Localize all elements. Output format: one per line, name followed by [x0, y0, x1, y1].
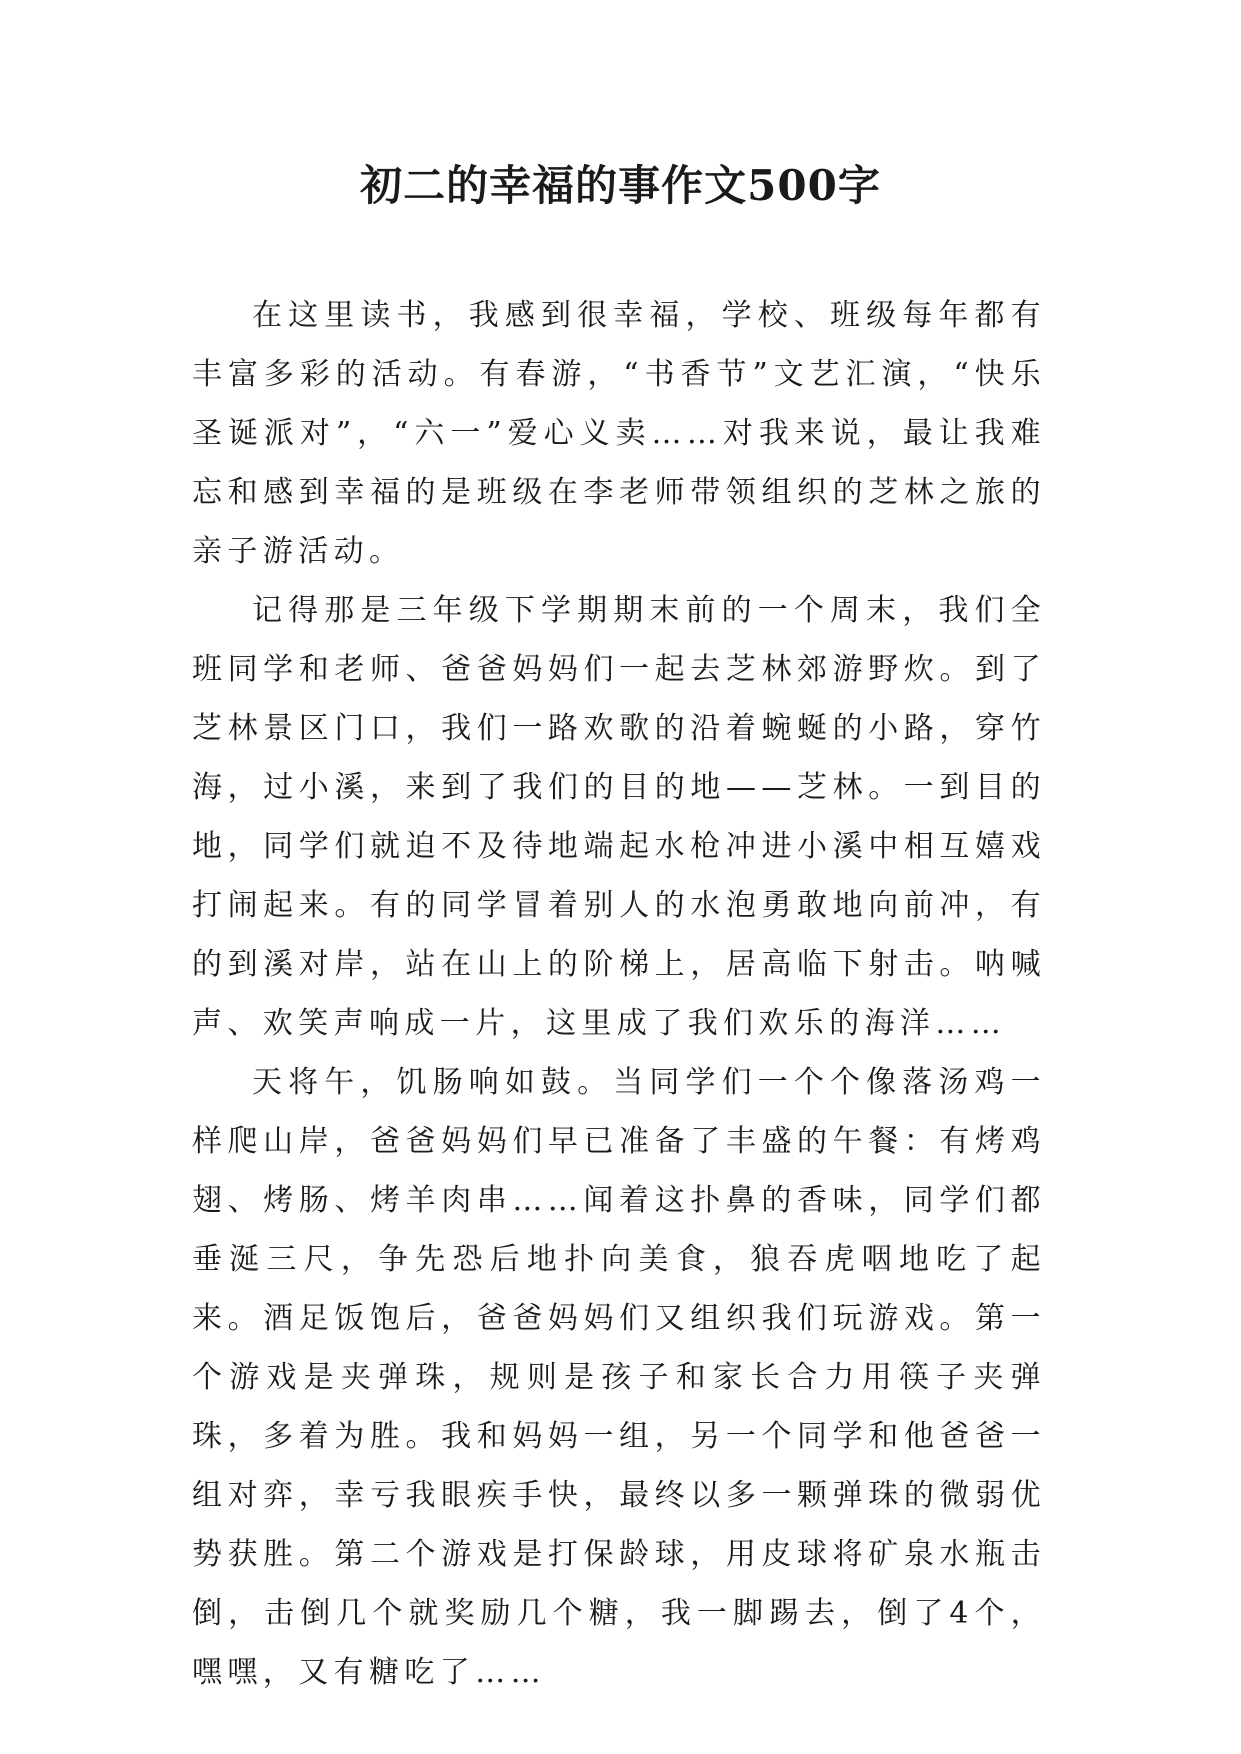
paragraph-3: 天将午，饥肠响如鼓。当同学们一个个像落汤鸡一样爬山岸，爸爸妈妈们早已准备了丰盛的午餐：有烤鸡翅、烤肠、烤羊肉串……闻着这扑鼻的香味，同学们都垂涎三尺，争先恐后地扑向美食，狼吞虎咽地吃了起来。酒足饭饱后，爸爸妈妈们又组织我们玩游戏。第一个游戏是夹弹珠，规则是孩子和家长合力用筷子夹弹珠，多着为胜。我和妈妈一组，另一个同学和他爸爸一组对弈，幸亏我眼疾手快，最终以多一颗弹珠的微弱优势获胜。第二个游戏是打保龄球，用皮球将矿泉水瓶击倒，击倒几个就奖励几个糖，我一脚踢去，倒了4个，嘿嘿，又有糖吃了……	[192, 1065, 1046, 1690]
paragraph-2: 记得那是三年级下学期期末前的一个周末，我们全班同学和老师、爸爸妈妈们一起去芝林郊游野炊。到了芝林景区门口，我们一路欢歌的沿着蜿蜒的小路，穿竹海，过小溪，来到了我们的目的地——芝林。一到目的地，同学们就迫不及待地端起水枪冲进小溪中相互嬉戏打闹起来。有的同学冒着别人的水泡勇敢地向前冲，有的到溪对岸，站在山上的阶梯上，居高临下射击。呐喊声、欢笑声响成一片，这里成了我们欢乐的海洋……	[192, 593, 1046, 1041]
paragraph-1: 在这里读书，我感到很幸福，学校、班级每年都有丰富多彩的活动。有春游，“书香节”文艺汇演，“快乐圣诞派对”，“六一”爱心义卖……对我来说，最让我难忘和感到幸福的是班级在李老师带领组织的芝林之旅的亲子游活动。	[192, 298, 1046, 569]
document-body	[192, 286, 1046, 1702]
document-title: 初二的幸福的事作文500字	[360, 161, 881, 210]
